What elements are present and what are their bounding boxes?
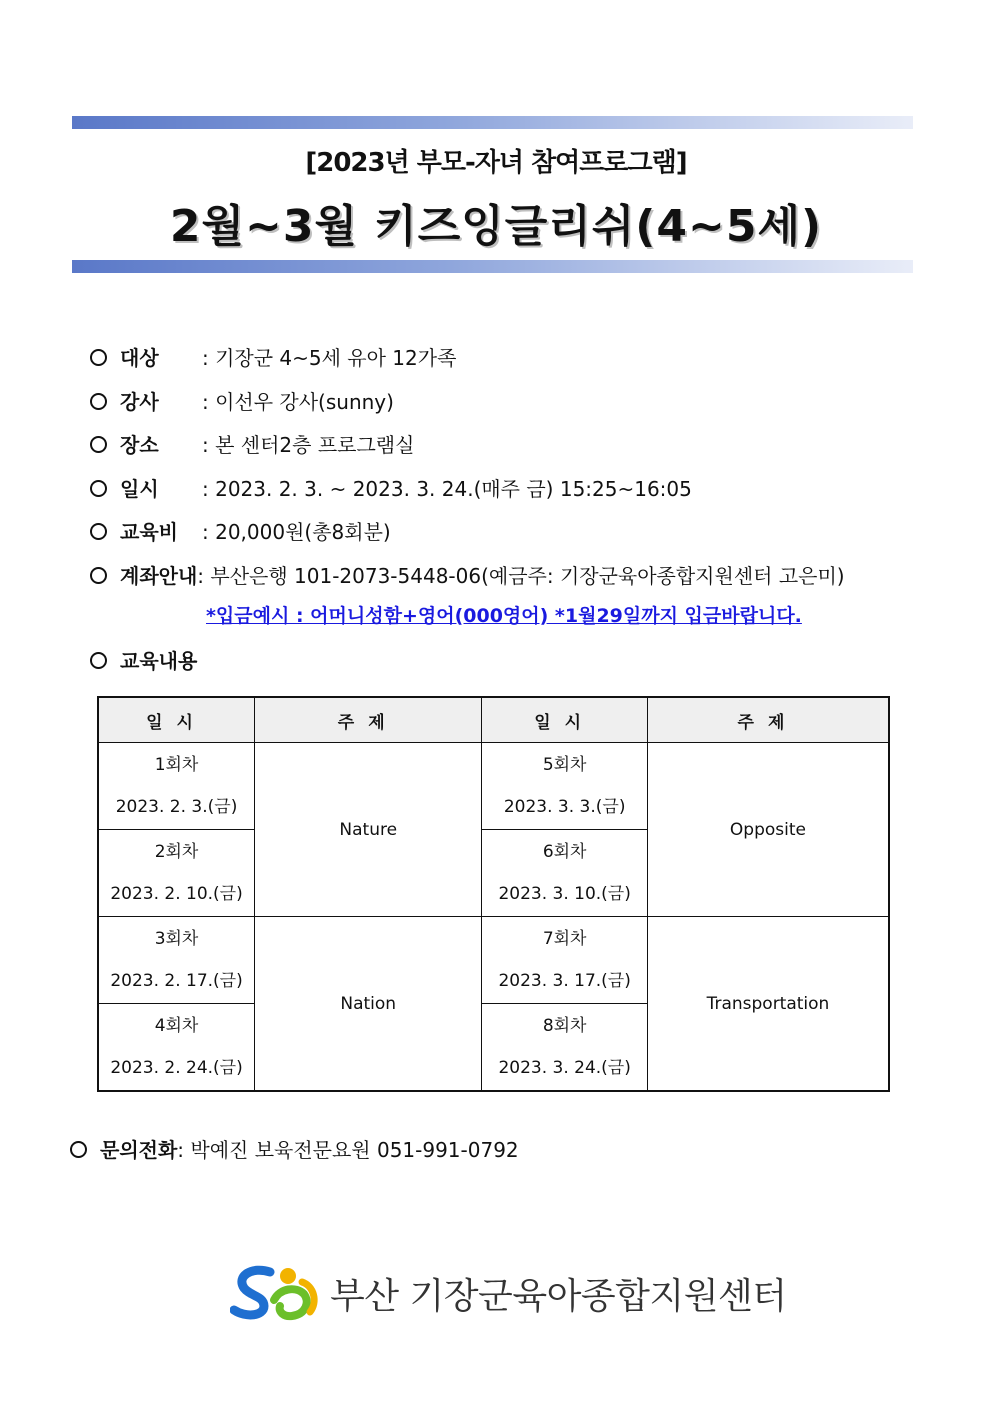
info-label: 일시 — [120, 477, 159, 501]
session-number: 4회차 — [154, 1016, 199, 1036]
info-label: 대상 — [120, 346, 159, 370]
bullet-circle-icon — [70, 1141, 87, 1158]
bullet-circle-icon — [90, 393, 107, 410]
deposit-note: *입금예시 : 어머니성함+영어(000영어) *1월29일까지 입금바랍니다. — [206, 605, 802, 627]
bullet-circle-icon — [90, 480, 107, 497]
session-date: 2023. 2. 10.(금) — [110, 884, 243, 904]
table-header-cell: 일시 — [482, 697, 648, 743]
info-value: : 본 센터2층 프로그램실 — [202, 433, 415, 457]
session-cell — [482, 743, 648, 830]
info-label: 계좌안내 — [120, 564, 198, 588]
session-date: 2023. 2. 24.(금) — [110, 1058, 243, 1078]
session-cell — [98, 1004, 255, 1092]
header-bottom-bar — [72, 260, 913, 273]
session-date: 2023. 2. 3.(금) — [115, 797, 238, 817]
session-date: 2023. 3. 24.(금) — [498, 1058, 631, 1078]
page-subtitle: [2023년 부모-자녀 참여프로그램] — [305, 148, 687, 178]
table-row — [98, 917, 889, 1004]
session-number: 7회차 — [542, 929, 587, 949]
info-value: : 이선우 강사(sunny) — [202, 390, 394, 414]
topic-cell: Nation — [255, 917, 482, 1092]
page-title: 2월~3월 키즈잉글리쉬(4~5세) — [169, 201, 823, 252]
info-label: 장소 — [120, 433, 159, 457]
session-number: 5회차 — [542, 755, 587, 775]
table-row — [98, 743, 889, 830]
session-date: 2023. 3. 3.(금) — [503, 797, 626, 817]
topic-cell: Transportation — [647, 917, 889, 1092]
info-label: 강사 — [120, 390, 159, 414]
info-instructor — [90, 386, 394, 415]
session-number: 8회차 — [542, 1016, 587, 1036]
session-date: 2023. 3. 10.(금) — [498, 884, 631, 904]
info-place — [90, 429, 414, 458]
topic-cell: Nature — [255, 743, 482, 917]
contact-label: 문의전화 — [100, 1138, 178, 1162]
session-number: 3회차 — [154, 929, 199, 949]
table-header-cell: 주제 — [255, 697, 482, 743]
session-cell — [482, 1004, 648, 1092]
bullet-circle-icon — [90, 652, 107, 669]
session-date: 2023. 2. 17.(금) — [110, 971, 243, 991]
contact-line — [70, 1134, 519, 1163]
table-header-row — [98, 697, 889, 743]
bullet-circle-icon — [90, 567, 107, 584]
table-header-cell: 일시 — [98, 697, 255, 743]
content-label: 교육내용 — [120, 649, 198, 673]
info-account — [90, 560, 845, 589]
content-heading — [90, 645, 197, 674]
session-number: 1회차 — [154, 755, 199, 775]
contact-value: : 박예진 보육전문요원 051-991-0792 — [177, 1138, 519, 1162]
schedule-table — [97, 696, 890, 1092]
session-cell — [482, 830, 648, 917]
bullet-circle-icon — [90, 436, 107, 453]
info-value: : 부산은행 101-2073-5448-06(예금주: 기장군육아종합지원센터 고은미) — [197, 564, 845, 588]
session-cell — [98, 743, 255, 830]
session-number: 6회차 — [542, 842, 587, 862]
info-schedule — [90, 473, 692, 502]
info-value: : 20,000원(총8회분) — [202, 520, 391, 544]
bullet-circle-icon — [90, 523, 107, 540]
info-label: 교육비 — [120, 520, 178, 544]
info-value: : 2023. 2. 3. ~ 2023. 3. 24.(매주 금) 15:25~16:05 — [202, 477, 692, 501]
session-date: 2023. 3. 17.(금) — [498, 971, 631, 991]
org-name: 부산 기장군육아종합지원센터 — [330, 1276, 787, 1317]
center-logo-icon — [230, 1262, 322, 1322]
info-target — [90, 342, 456, 371]
header-top-bar — [72, 116, 913, 129]
session-cell — [98, 917, 255, 1004]
info-value: : 기장군 4~5세 유아 12가족 — [202, 346, 457, 370]
footer-logo — [230, 1262, 787, 1322]
session-number: 2회차 — [154, 842, 199, 862]
session-cell — [98, 830, 255, 917]
info-fee — [90, 516, 391, 545]
session-cell — [482, 917, 648, 1004]
bullet-circle-icon — [90, 349, 107, 366]
table-header-cell: 주제 — [647, 697, 889, 743]
topic-cell: Opposite — [647, 743, 889, 917]
